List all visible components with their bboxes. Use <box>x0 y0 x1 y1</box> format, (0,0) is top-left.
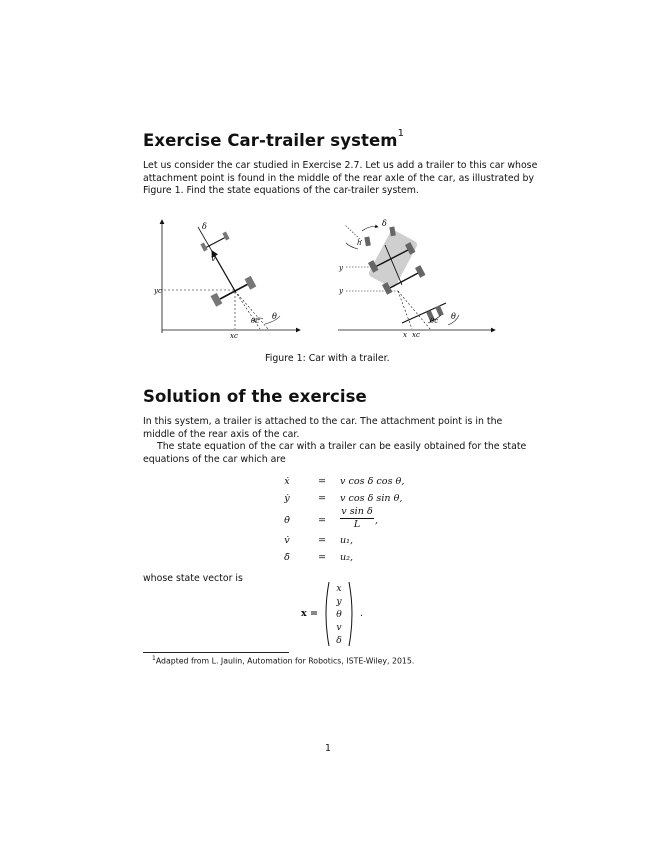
exercise-title-text: Exercise Car-trailer system <box>143 131 398 150</box>
equation-row: ẋ = v cos δ cos θ, <box>284 476 405 487</box>
label-h-right: h <box>357 239 362 247</box>
intro-line: attachment point is found in the middle of the rear axle of the car, as illustrated by <box>143 172 535 184</box>
label-yc-left: yc <box>154 287 162 295</box>
figure-left-panel <box>153 220 300 340</box>
state-vector-symbol: x = <box>301 608 319 619</box>
solution-paragraph-1 <box>143 416 513 441</box>
label-thetac-right: θc <box>430 317 439 325</box>
vector-entry: y <box>336 596 342 607</box>
footnote <box>152 655 414 666</box>
state-vector-lead: whose state vector is <box>143 573 243 584</box>
equation-row: δ̇ = u₂, <box>284 552 354 563</box>
footnote-mark: 1 <box>397 128 405 139</box>
label-y-mid-right: y <box>339 287 343 295</box>
vector-entry: x <box>336 583 342 594</box>
figure-car-trailer <box>150 215 502 340</box>
label-delta-right: δ <box>382 219 387 228</box>
label-xc-right: xc <box>412 331 420 339</box>
vector-entry: v <box>336 622 342 633</box>
label-x-right: x <box>403 331 407 339</box>
solution-heading: Solution of the exercise <box>143 387 367 406</box>
state-equations <box>280 475 405 565</box>
equation-row: ẏ = v cos δ sin θ, <box>284 493 403 504</box>
equation-row: θ̇ = $\frac{\text{v sin δ}}{L}$ , <box>284 506 379 530</box>
equation-row: v̇ = u₁, <box>284 535 354 546</box>
exercise-title <box>143 128 405 150</box>
footnote-rule <box>143 652 289 653</box>
vector-entry: θ <box>336 609 342 620</box>
solution-line: In this system, a trailer is attached to the car. The attachment point is in the <box>143 416 503 427</box>
solution-line: The state equation of the car with a trailer can be easily obtained for the state <box>157 441 527 452</box>
rear-wheel-right <box>245 276 257 290</box>
rear-wheel-left <box>211 293 223 307</box>
label-xc-left: xc <box>230 332 238 340</box>
figure-caption: Figure 1: Car with a trailer. <box>265 353 390 364</box>
intro-paragraph <box>143 160 538 198</box>
label-thetac-left: θc <box>251 317 260 325</box>
label-speed-left: v <box>211 254 216 263</box>
label-y-top-right: y <box>339 264 343 272</box>
vector-entry: δ <box>336 635 342 646</box>
state-vector-entries <box>329 582 349 647</box>
footnote-text: Adapted from L. Jaulin, Automation for Robotics, ISTE-Wiley, 2015. <box>155 656 415 666</box>
figure-right-panel <box>338 219 495 339</box>
fraction: $\frac{\text{v sin δ}}{L}$ <box>341 506 373 530</box>
intro-line: Figure 1. Find the state equations of the car-trailer system. <box>143 185 419 197</box>
label-theta-right: θ <box>451 312 456 321</box>
solution-line: equations of the car which are <box>143 453 286 465</box>
solution-paragraph-2 <box>143 441 527 466</box>
intro-line: Let us consider the car studied in Exercise 2.7. Let us add a trailer to this car whose <box>143 160 538 171</box>
footnote-number: 1 <box>152 655 156 662</box>
page-number: 1 <box>325 743 331 754</box>
state-vector-period: . <box>360 608 364 619</box>
label-delta-left: δ <box>202 222 207 231</box>
label-theta-left: θ <box>272 312 277 321</box>
car-body-right <box>368 229 419 289</box>
solution-line: middle of the rear axis of the car. <box>143 428 300 440</box>
